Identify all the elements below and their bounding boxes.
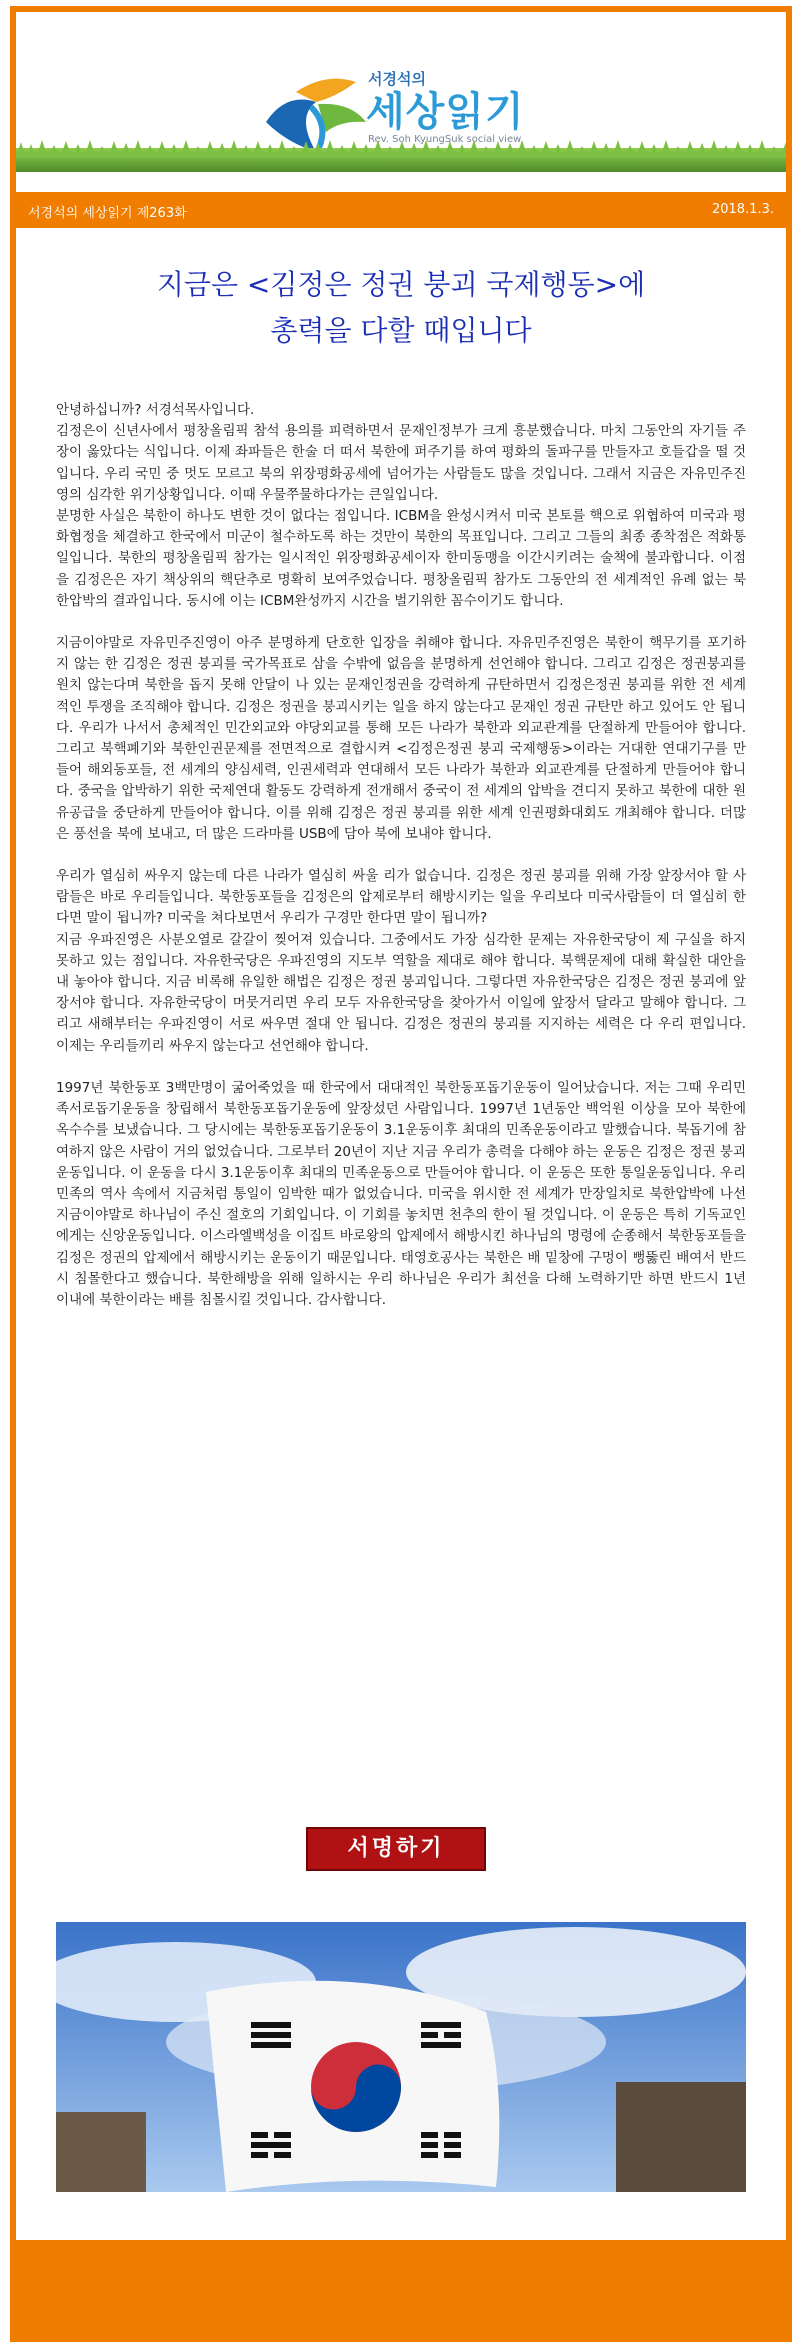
greeting: 안녕하십니까? 서경석목사입니다.	[56, 402, 255, 418]
taegukgi-image-icon	[56, 1922, 746, 2192]
article-title	[56, 262, 746, 354]
sign-petition-button[interactable]: 서명하기	[306, 1827, 486, 1871]
issue-series: 서경석의 세상읽기 제263화	[28, 206, 187, 221]
article-body	[56, 400, 746, 1332]
issue-bar	[16, 192, 786, 228]
grass-decoration	[16, 148, 786, 172]
paragraph: 분명한 사실은 북한이 하나도 변한 것이 없다는 점입니다. ICBM을 완성시켜서 미국 본토를 핵으로 위협하여 미국과 평화협정을 체결하고 한국에서 미군이 철수하도록 하는 것만이 북한의 목표입니다. 그리고 그들의 최종 종착점은 적화통일입니다. 북한의 평창올림픽 참가는 일시적인 위장평화공세이자 한미동맹을 이간시키려는 술책에 불과합니다. 이점을 김정은은 자기 책상위의 핵단추로 명확히 보여주었습니다. 평창올림픽 참가도 그동안의 전 세계적인 유례 없는 북한압박의 결과입니다. 동시에 이는 ICBM완성까지 시간을 벌기위한 꼼수이기도 합니다.	[56, 508, 746, 609]
logo-small-text: 서경석의	[368, 70, 426, 88]
grass-blades-icon	[16, 138, 786, 158]
korean-flag-photo	[56, 1922, 746, 2192]
newsletter-frame	[10, 6, 792, 2342]
header	[16, 12, 786, 172]
logo-title: 세상읽기	[366, 89, 525, 135]
paragraph: 우리가 열심히 싸우지 않는데 다른 나라가 열심히 싸울 리가 없습니다. 김정은 정권 붕괴를 위해 가장 앞장서야 할 사람들은 바로 우리들입니다. 북한동포들을 김정은의 압제로부터 해방시키는 일을 우리보다 미국사람들이 더 열심히 한다면 말이 됩니까? 미국을 쳐다보면서 우리가 구경만 한다면 말이 됩니까? 지금 우파진영은 사분오열로 갈갈이 찢어져 있습니다. 그중에서도 가장 심각한 문제는 자유한국당이 제 구실을 하지 못하고 있는 점입니다. 자유한국당은 우파진영의 지도부 역할을 제대로 해야 합니다. 북핵문제에 대해 확실한 대안을 내 놓아야 합니다. 지금 비록해 유일한 해법은 김정은 정권 붕괴입니다. 그렇다면 자유한국당은 김정은 정권 붕괴에 앞장서야 합니다. 자유한국당이 머뭇거리면 우리 모두 자유한국당을 찾아가서 이일에 앞장서 달라고 말해야 합니다. 그리고 새해부터는 우파진영이 서로 싸우면 절대 안 됩니다. 김정은 정권의 붕괴를 지지하는 세력은 다 우리 편입니다. 이제는 우리들끼리 싸우지 않는다고 선언해야 합니다.	[56, 868, 746, 1054]
logo-subtitle: Rev. Soh KyungSuk social view	[368, 134, 522, 145]
footer-bar	[16, 2240, 786, 2342]
title-line-2: 총력을 다할 때입니다	[270, 314, 532, 347]
paragraph: 지금이야말로 자유민주진영이 아주 분명하게 단호한 입장을 취해야 합니다. 자유민주진영은 북한이 핵무기를 포기하지 않는 한 김정은 정권 붕괴를 국가목표로 삼을 수밖에 없음을 분명하게 선언해야 합니다. 그리고 김정은 정권붕괴를 원치 않는다며 북한을 돕지 못해 안달이 나 있는 문재인정권을 강력하게 규탄하면서 김정은정권 붕괴를 위한 전 세계적인 투쟁을 조직해야 합니다. 김정은 정권을 붕괴시키는 일을 하지 않는다고 문재인 정권 규탄만 하고 있어도 안 됩니다. 우리가 나서서 총체적인 민간외교와 야당외교를 통해 모든 나라가 북한과 외교관계를 단절하게 만들어야 합니다. 그리고 북핵폐기와 북한인권문제를 전면적으로 결합시켜 <김정은정권 붕괴 국제행동>이라는 거대한 연대기구를 만들어 해외동포들, 전 세계의 양심세력, 인권세력과 연대해서 모든 나라가 북한과 외교관계를 단절하게 만들어야 합니다. 중국을 압박하기 위한 국제연대 활동도 강력하게 전개해서 중국이 전 세계의 압박을 견디지 못하고 북한에 대한 원유공급을 중단하게 만들어야 합니다. 이를 위해 김정은 정권 붕괴를 위한 세계 인권평화대회도 개최해야 합니다. 더많은 풍선을 북에 보내고, 더 많은 드라마를 USB에 담아 북에 보내야 합니다.	[56, 635, 746, 842]
title-line-1: 지금은 <김정은 정권 붕괴 국제행동>에	[156, 268, 646, 301]
paragraph: 김정은이 신년사에서 평창올림픽 참석 용의를 피력하면서 문재인정부가 크게 흥분했습니다. 마치 그동안의 자기들 주장이 옳았다는 식입니다. 이제 좌파들은 한술 더 떠서 북한에 퍼주기를 하여 평화의 돌파구를 만들자고 호들갑을 떨 것입니다. 우리 국민 중 멋도 모르고 북의 위장평화공세에 넘어가는 사람들도 많을 것입니다. 그래서 지금은 자유민주진영의 심각한 위기상황입니다. 이때 우물쭈물하다가는 큰일입니다.	[56, 423, 746, 503]
issue-date: 2018.1.3.	[711, 202, 774, 217]
paragraph: 1997년 북한동포 3백만명이 굶어죽었을 때 한국에서 대대적인 북한동포돕기운동이 일어났습니다. 저는 그때 우리민족서로돕기운동을 창립해서 북한동포돕기운동에 앞장섰던 사람입니다. 1997년 1년동안 백억원 이상을 모아 북한에 옥수수를 보냈습니다. 그 당시에는 북한동포돕기운동이 3.1운동이후 최대의 민족운동이라고 말했습니다. 북돕기에 참여하지 않은 사람이 거의 없었습니다. 그로부터 20년이 지난 지금 우리가 총력을 다해야 하는 운동은 김정은 정권 붕괴운동입니다. 이 운동을 다시 3.1운동이후 최대의 민족운동으로 만들어야 합니다. 이 운동은 또한 통일운동입니다. 우리민족의 역사 속에서 지금처럼 통일이 임박한 때가 없었습니다. 미국을 위시한 전 세계가 만장일치로 북한압박에 나선 지금이야말로 하나님이 주신 절호의 기회입니다. 이 기회를 놓치면 천추의 한이 될 것입니다. 이 운동은 특히 기독교인에게는 신앙운동입니다. 이스라엘백성을 이집트 바로왕의 압제에서 해방시킨 하나님의 명령에 순종해서 북한동포들을 김정은 정권의 압제에서 해방시키는 운동이기 때문입니다. 태영호공사는 북한은 배 밑창에 구멍이 뻥뚫린 배여서 반드시 침몰한다고 했습니다. 북한해방을 위해 일하시는 우리 하나님은 우리가 최선을 다해 노력하기만 하면 반드시 1년 이내에 북한이라는 배를 침몰시킬 것입니다. 감사합니다.	[56, 1079, 747, 1308]
